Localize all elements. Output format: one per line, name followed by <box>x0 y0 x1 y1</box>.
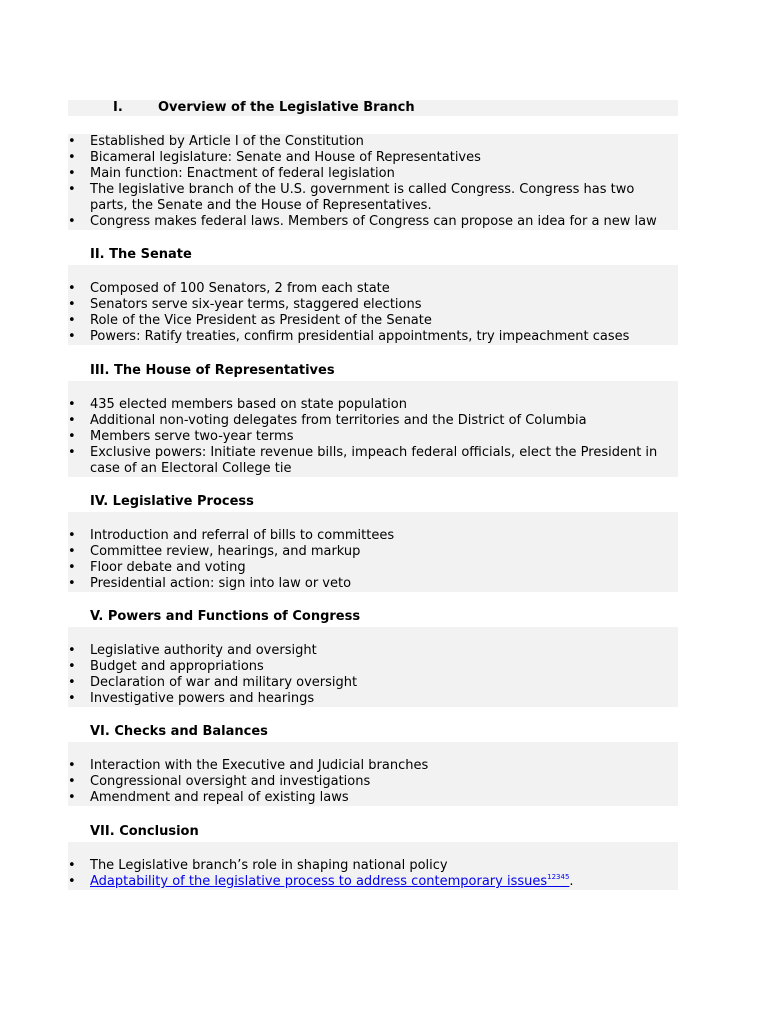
list-item: • Floor debate and voting <box>68 560 246 575</box>
bullet-icon: • <box>68 560 76 575</box>
bullet-icon: • <box>68 675 76 690</box>
list-item: • Composed of 100 Senators, 2 from each state <box>68 281 390 296</box>
section-title: Overview of the Legislative Branch <box>158 100 415 115</box>
list-item: • Interaction with the Executive and Judicial branches <box>68 758 429 773</box>
bullet-icon: • <box>68 874 76 889</box>
list-item: • Legislative authority and oversight <box>68 643 317 658</box>
section-heading-process <box>90 494 254 510</box>
bullet-icon: • <box>68 182 76 197</box>
bullet-icon: • <box>68 134 76 149</box>
bullet-icon: • <box>68 313 76 328</box>
list-item: • Main function: Enactment of federal legislation <box>68 166 395 181</box>
section-title: II. The Senate <box>90 247 192 262</box>
list-item: • Additional non-voting delegates from territories and the District of Columbia <box>68 413 587 428</box>
list-item: • Members serve two-year terms <box>68 429 294 444</box>
bullet-icon: • <box>68 150 76 165</box>
list-item: • Adaptability of the legislative process to address contemporary issues$^{12345}$. <box>68 873 574 889</box>
list-item: • Role of the Vice President as President of the Senate <box>68 313 432 328</box>
list-item: • Powers: Ratify treaties, confirm presidential appointments, try impeachment cases <box>68 329 630 344</box>
list-item: • Senators serve six-year terms, staggered elections <box>68 297 422 312</box>
bullet-list-process <box>68 512 678 592</box>
bullet-list-powers <box>68 627 678 707</box>
list-item: • Declaration of war and military oversight <box>68 675 358 690</box>
list-item: • Budget and appropriations <box>68 659 264 674</box>
bullet-icon: • <box>68 544 76 559</box>
reference-link[interactable]: Adaptability of the legislative process to address contemporary issues$^{12345}$ <box>90 873 570 889</box>
bullet-icon: • <box>68 445 76 460</box>
footnote-refs: 12345 <box>547 873 570 881</box>
bullet-icon: • <box>68 528 76 543</box>
section-heading-checks <box>90 724 268 740</box>
section-heading-house <box>90 363 335 379</box>
list-item: • Bicameral legislature: Senate and House of Representatives <box>68 150 481 165</box>
bullet-icon: • <box>68 691 76 706</box>
section-title: VI. Checks and Balances <box>90 724 268 739</box>
list-item: • Amendment and repeal of existing laws <box>68 790 349 805</box>
bullet-list-conclusion <box>68 842 678 890</box>
list-item: • 435 elected members based on state population <box>68 397 407 412</box>
list-item: • Presidential action: sign into law or veto <box>68 576 352 591</box>
bullet-icon: • <box>68 413 76 428</box>
section-heading-overview <box>113 100 415 116</box>
list-item: • Congress makes federal laws. Members of Congress can propose an idea for a new law <box>68 214 657 229</box>
list-item: • Established by Article I of the Constitution <box>68 134 364 149</box>
bullet-list-checks <box>68 742 678 806</box>
bullet-icon: • <box>68 758 76 773</box>
bullet-icon: • <box>68 297 76 312</box>
bullet-icon: • <box>68 659 76 674</box>
bullet-icon: • <box>68 214 76 229</box>
list-item: • The Legislative branch’s role in shaping national policy <box>68 858 448 873</box>
section-title: V. Powers and Functions of Congress <box>90 609 361 624</box>
bullet-icon: • <box>68 166 76 181</box>
section-number: I. <box>113 100 123 115</box>
bullet-icon: • <box>68 643 76 658</box>
list-item: • Exclusive powers: Initiate revenue bills, impeach federal officials, elect the President in case of an Electoral College tie <box>68 445 658 476</box>
list-item: • Congressional oversight and investigations <box>68 774 371 789</box>
section-heading-senate <box>90 247 192 263</box>
list-item: • The legislative branch of the U.S. government is called Congress. Congress has two parts, the Senate and the House of Representatives. <box>68 182 635 213</box>
bullet-icon: • <box>68 790 76 805</box>
bullet-icon: • <box>68 858 76 873</box>
section-title: III. The House of Representatives <box>90 363 335 378</box>
section-heading-conclusion <box>90 824 199 840</box>
bullet-list-overview <box>68 134 678 230</box>
bullet-list-house <box>68 381 678 477</box>
bullet-icon: • <box>68 429 76 444</box>
bullet-icon: • <box>68 774 76 789</box>
bullet-icon: • <box>68 576 76 591</box>
list-item: • Introduction and referral of bills to committees <box>68 528 395 543</box>
list-item: • Committee review, hearings, and markup <box>68 544 361 559</box>
list-item: • Investigative powers and hearings <box>68 691 315 706</box>
bullet-icon: • <box>68 329 76 344</box>
bullet-icon: • <box>68 281 76 296</box>
bullet-icon: • <box>68 397 76 412</box>
section-heading-powers <box>90 609 360 625</box>
bullet-list-senate <box>68 265 678 345</box>
section-title: VII. Conclusion <box>90 824 199 839</box>
section-title: IV. Legislative Process <box>90 494 254 509</box>
